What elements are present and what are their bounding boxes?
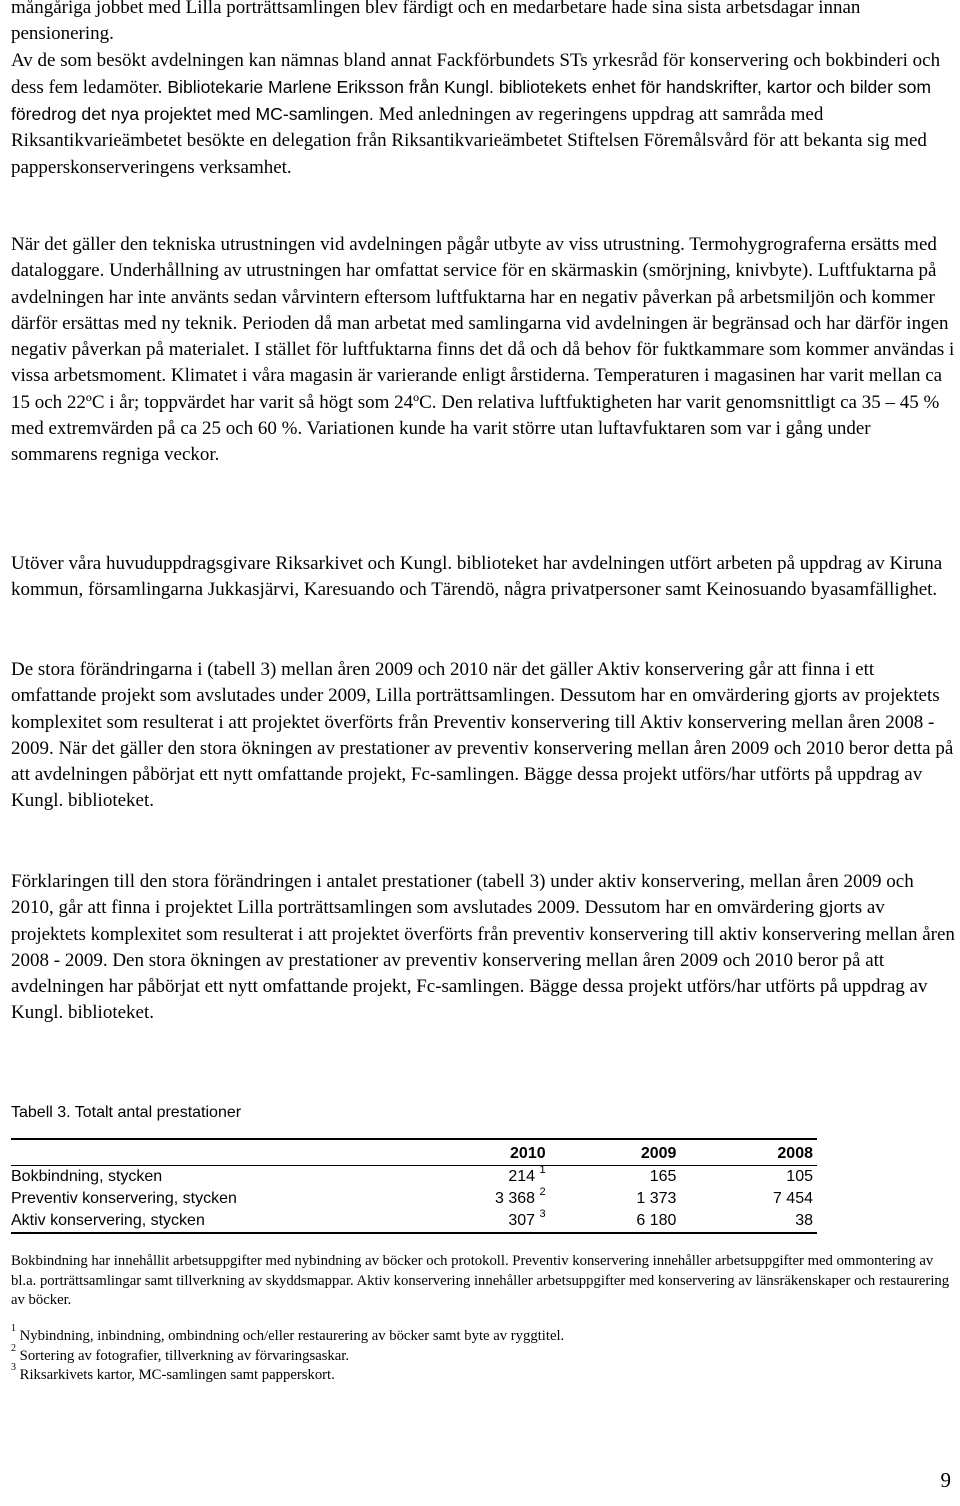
table-note: Bokbindning har innehållit arbetsuppgifter med nybindning av böcker och protokoll. Preventiv konservering innehåller arbetsuppgifter med ommontering av bl.a. porträttsamlingar samt tillverkning av skyddsmappar. Aktiv konservering innehåller arbetsuppgifter med konservering av länsräkenskaper och restaurering av böcker. xyxy=(11,1253,950,1308)
cell-value: 214 xyxy=(508,1168,536,1185)
cell-2009: 1 373 xyxy=(636,1190,677,1207)
cell-2008: 7 454 xyxy=(772,1190,813,1207)
table-row xyxy=(11,1210,817,1233)
table-header-row xyxy=(11,1139,817,1166)
cell-2009: 6 180 xyxy=(550,1210,681,1233)
column-header-2010: 2010 xyxy=(399,1139,549,1166)
cell-2010 xyxy=(399,1207,549,1233)
cell-2008: 105 xyxy=(786,1168,813,1185)
footnote xyxy=(11,1362,335,1386)
footnote xyxy=(11,1323,565,1347)
paragraph-explanation: Förklaringen till den stora förändringen i antalet prestationer (tabell 3) under aktiv konservering, mellan åren 2009 och 2010, går att finna i projektet Lilla porträttsamlingen som avslutades 2009. Dessutom har en omvärdering gjorts av projektets komplexitet som resulterat i att projektet överförts från preventiv konservering till aktiv konservering mellan åren 2008 - 2009. Den stora ökningen av prestationer av preventiv konservering mellan åren 2009 och 2010 beror på att avdelningen har påbörjat ett nytt omfattande projekt, Fc-samlingen. Bägge dessa projekt utförs/har utförts på uppdrag av Kungl. biblioteket. xyxy=(11,871,955,1024)
footnote-text: Riksarkivets kartor, MC-samlingen samt papperskort. xyxy=(16,1367,335,1383)
cell-value: 307 xyxy=(508,1212,536,1229)
paragraph-visits-part-b: Av de som besökt avdelningen kan nämnas bland annat Fackförbundets STs yrkesråd för konservering och bokbinderi och dess fem ledamöter. xyxy=(11,49,941,98)
footnote-number: 2 xyxy=(11,1343,16,1355)
row-label: Bokbindning, stycken xyxy=(11,1168,163,1185)
cell-2009: 165 xyxy=(649,1168,677,1185)
paragraph-visits-part-a: mångåriga jobbet med Lilla porträttsamlingen blev färdigt och en medarbetare hade sina sista arbetsdagar innan pensionering. xyxy=(11,0,861,45)
footnote-ref: 1 xyxy=(539,1163,546,1176)
table-caption: Tabell 3. Totalt antal prestationer xyxy=(11,1104,242,1121)
row-label: Aktiv konservering, stycken xyxy=(11,1210,399,1233)
footnote-number: 1 xyxy=(11,1323,16,1335)
column-header-label xyxy=(11,1139,399,1166)
cell-2010 xyxy=(399,1163,549,1189)
column-header-2008: 2008 xyxy=(680,1139,817,1166)
table-row xyxy=(11,1166,817,1189)
footnote xyxy=(11,1343,350,1367)
footnote-ref: 3 xyxy=(539,1207,546,1220)
cell-2008: 38 xyxy=(680,1210,817,1233)
footnote-text: Nybindning, inbindning, ombindning och/eller restaurering av böcker samt byte av ryggtitel. xyxy=(16,1328,565,1344)
paragraph-changes: De stora förändringarna i (tabell 3) mellan åren 2009 och 2010 när det gäller Aktiv konservering går att finna i ett omfattande projekt som avslutades under 2009, Lilla porträttsamlingen. Dessutom har en omvärdering gjorts av projektets komplexitet som resulterat i att projektet överförts från Preventiv konservering till Aktiv konservering mellan åren 2008 - 2009. När det gäller den stora ökningen av prestationer av preventiv konservering mellan åren 2009 och 2010 beror detta på att avdelningen påbörjat ett nytt omfattande projekt, Fc-samlingen. Bägge dessa projekt utförs/har utförts på uppdrag av Kungl. biblioteket. xyxy=(11,659,954,812)
paragraph-visits-part-d: Med anledningen av regeringens uppdrag att samråda med Riksantikvarieämbetet besökte en delegation från Riksantikvarieämbetet Stiftelsen Föremålsvård för att bekanta sig med papperskonserveringens verksamhet. xyxy=(11,104,927,178)
statistics-table xyxy=(11,1138,817,1234)
paragraph-equipment: När det gäller den tekniska utrustningen vid avdelningen pågår utbyte av viss utrustning. Termohygrograferna ersätts med dataloggare. Underhållning av utrustningen har omfattat service för en skärmaskin (smörjning, knivbyte). Luftfuktarna på avdelningen har inte använts sedan vårvintern eftersom luftfuktarna har en negativ påverkan på arbetsmiljön och kommer därför ersättas med ny teknik. Perioden då man arbetat med samlingarna vid avdelningen är begränsad och har därför ingen negativ påverkan på materialet. I stället för luftfuktarna finns det då och då behov för fuktkammare som kommer användas i vissa arbetsmoment. Klimatet i våra magasin är varierande enligt årstiderna. Temperaturen i magasinen har varit mellan ca 15 och 22ºC i år; toppvärdet har varit så högt som 24ºC. Den relativa luftfuktigheten har varit genomsnittligt ca 35 – 45 % med extremvärden på ca 25 och 60 %. Variationen kunde ha varit större utan luftavfuktaren som var i gång under sommarens regniga veckor. xyxy=(11,234,955,466)
paragraph-visits xyxy=(11,0,956,181)
paragraph-visits-part-c: Bibliotekarie Marlene Eriksson från Kungl. bibliotekets enhet för handskrifter, kartor och bilder som föredrog det nya projektet med MC-samlingen. xyxy=(11,76,932,125)
footnote-number: 3 xyxy=(11,1362,16,1374)
column-header-2009: 2009 xyxy=(550,1139,681,1166)
cell-value: 3 368 xyxy=(494,1190,536,1207)
row-label: Preventiv konservering, stycken xyxy=(11,1190,237,1207)
paragraph-assignments: Utöver våra huvuduppdragsgivare Riksarkivet och Kungl. biblioteket har avdelningen utfört arbeten på uppdrag av Kiruna kommun, församlingarna Jukkasjärvi, Karesuando och Tärendö, några privatpersoner samt Keinosuando byasamfällighet. xyxy=(11,553,943,601)
table-row xyxy=(11,1188,817,1210)
footnote-ref: 2 xyxy=(539,1185,546,1198)
page-number: 9 xyxy=(940,1468,951,1492)
cell-2010 xyxy=(399,1185,549,1210)
footnote-text: Sortering av fotografier, tillverkning av förvaringsaskar. xyxy=(16,1348,350,1364)
